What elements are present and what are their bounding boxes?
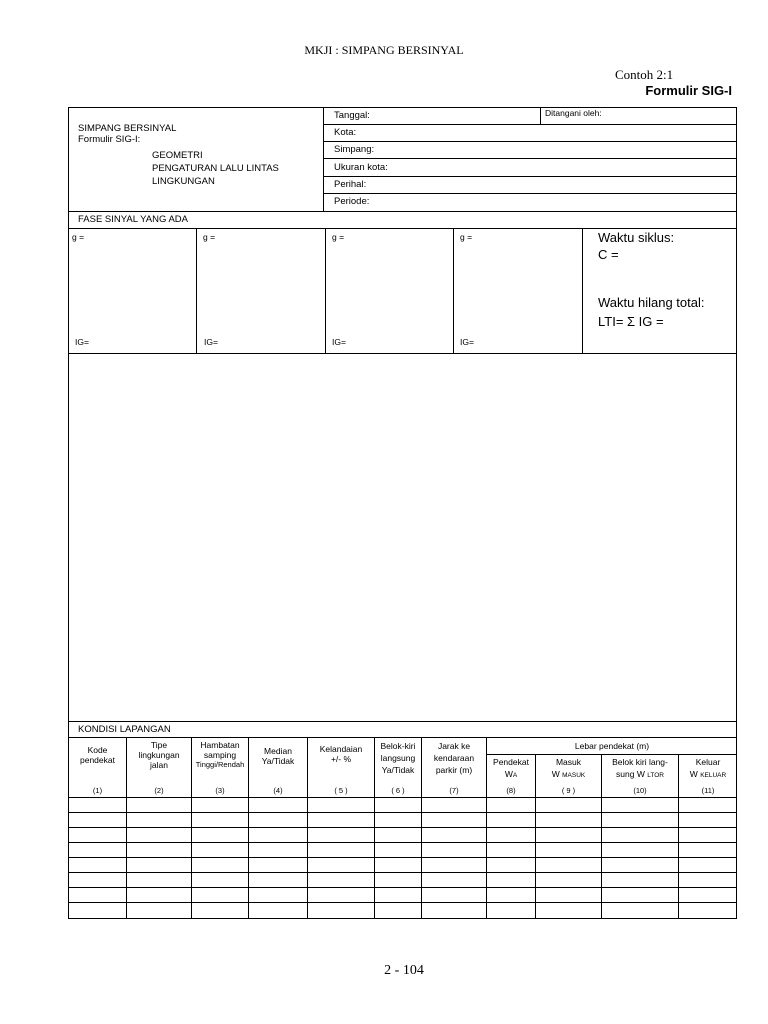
header-text: W [551,769,563,779]
table-row[interactable] [69,813,736,827]
header-subscript: MASUK [562,772,586,779]
col-num-2: (2) [154,786,164,795]
header-subscript: KELUAR [700,772,727,779]
col-num-4: (4) [273,786,283,795]
table-row[interactable] [69,798,736,812]
col-pendekat-wa [487,756,535,782]
col-hambatan-samping [192,740,248,769]
header-text: Belok-kiri [380,741,416,751]
header-text: langsung [380,753,416,763]
page-number: 2 - 104 [384,963,424,978]
sketch-area[interactable] [69,354,736,720]
col-masuk [536,756,601,782]
col-num-1: (1) [92,786,103,795]
col-jarak-parkir [422,740,486,776]
header-text: kendaraan [433,753,475,763]
field-ditangani-oleh[interactable]: Ditangani oleh: [545,108,602,118]
cycle-time-value[interactable]: C = [598,247,619,262]
table-row[interactable] [69,873,736,887]
cycle-time-label: Waktu siklus: [598,230,675,245]
lost-time-value[interactable]: LTI= Σ IG = [598,314,664,329]
col-keluar [679,756,737,782]
table-row[interactable] [69,828,736,842]
col-median [249,746,307,766]
header-text: Ya/Tidak [381,765,415,775]
header-text: W [504,769,513,779]
header-text: Median [264,746,292,756]
phase-1-intergreen[interactable]: IG= [75,337,89,347]
field-kota[interactable]: Kota: [334,127,357,138]
header-text: Jarak ke [437,741,471,751]
info-title-line1: SIMPANG BERSINYAL [78,123,177,134]
info-title-line2: Formulir SIG-I: [78,134,141,145]
field-tanggal[interactable]: Tanggal: [334,110,370,121]
table-row[interactable] [69,843,736,857]
header-text: +/- % [330,754,352,764]
header-subscript: A [512,772,518,779]
header-text: Kode [87,745,108,755]
header-text: jalan [150,760,168,770]
field-periode[interactable]: Periode: [334,196,370,207]
col-num-9: ( 9 ) [561,786,576,795]
info-item-lingkungan: LINGKUNGAN [152,176,215,187]
phase-3-intergreen[interactable]: IG= [332,337,346,347]
phase-2-green[interactable]: g = [203,232,216,242]
table-row[interactable] [69,903,736,918]
header-text: sung W [616,769,648,779]
col-kode-pendekat [69,745,126,765]
conditions-title: KONDISI LAPANGAN [78,724,171,735]
field-ukuran-kota[interactable]: Ukuran kota: [334,162,388,173]
lost-time-label: Waktu hilang total: [598,295,705,310]
col-num-11: (11) [701,786,715,795]
header-text: parkir (m) [435,765,473,775]
col-belok-kiri-ltor [602,756,678,782]
info-item-pengaturan: PENGATURAN LALU LINTAS [152,163,279,174]
col-num-5: ( 5 ) [334,786,348,795]
info-item-geometri: GEOMETRI [152,150,203,161]
header-text: Keluar [695,757,721,767]
col-num-7: (7) [449,786,459,795]
example-label: Contoh 2:1 [615,67,674,82]
col-belok-kiri [375,740,421,776]
phase-4-intergreen[interactable]: IG= [460,337,474,347]
header-text: Belok kiri lang- [612,757,668,767]
form-name: Formulir SIG-I [645,83,732,98]
header-text: lingkungan [138,750,180,760]
col-num-6: ( 6 ) [391,786,405,795]
header-text: Tipe [150,740,168,750]
col-kelandaian [308,744,374,764]
field-perihal[interactable]: Perihal: [334,179,367,190]
running-title: MKJI : SIMPANG BERSINYAL [304,43,464,57]
header-text: Ya/Tidak [261,756,295,766]
header-text: pendekat [80,755,115,765]
header-text: W [689,769,701,779]
phase-3-green[interactable]: g = [332,232,345,242]
table-row[interactable] [69,858,736,872]
header-text: Kelandaian [319,744,363,754]
col-num-3: (3) [215,786,225,795]
lebar-pendekat-header: Lebar pendekat (m) [574,741,650,751]
header-text: samping [203,750,237,760]
col-num-8: (8) [506,786,516,795]
field-simpang[interactable]: Simpang: [334,144,375,155]
header-text: Tinggi/Rendah [195,760,245,769]
header-text: Hambatan [200,740,240,750]
phases-title: FASE SINYAL YANG ADA [78,214,188,225]
phase-4-green[interactable]: g = [460,232,473,242]
header-text: Pendekat [493,757,529,767]
col-tipe-lingkungan [127,740,191,770]
col-num-10: (10) [633,786,647,795]
table-row[interactable] [69,888,736,902]
header-subscript: LTOR [647,772,664,779]
header-text: Masuk [555,757,582,767]
info-items [152,149,279,188]
info-title [78,123,176,145]
phase-2-intergreen[interactable]: IG= [204,337,218,347]
phase-1-green[interactable]: g = [72,232,85,242]
